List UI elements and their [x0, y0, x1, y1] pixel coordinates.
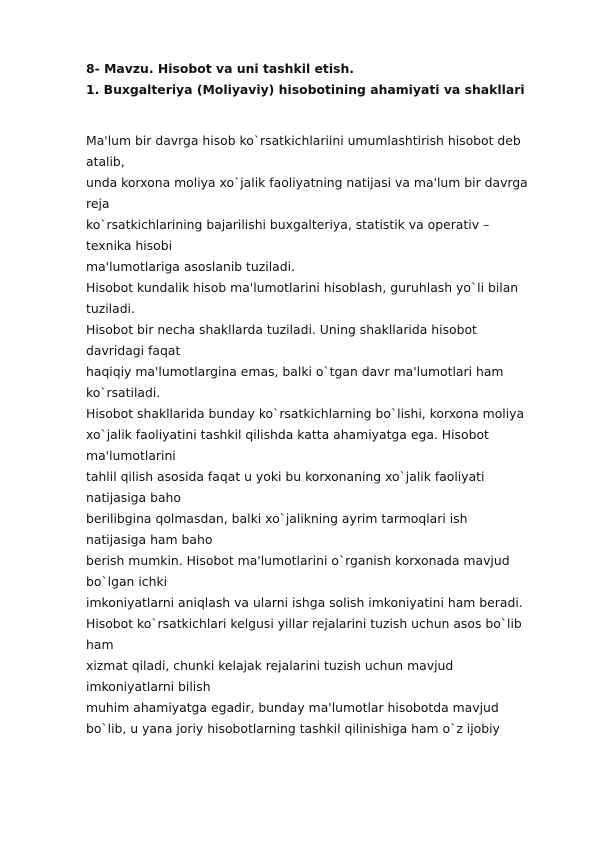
text-line: Hisobot ko`rsatkichlari kelgusi yillar rejalarini tuzish uchun asos bo`lib [86, 616, 522, 631]
text-line: berilibgina qolmasdan, balki xo`jalikning ayrim tarmoqlari ish [86, 511, 468, 526]
text-line: Ma'lum bir davrga hisob ko`rsatkichlariini umumlashtirish hisobot deb [86, 133, 521, 148]
text-line: natijasiga baho [86, 490, 181, 505]
text-line: xo`jalik faoliyatini tashkil qilishda katta ahamiyatga ega. Hisobot [86, 427, 489, 442]
text-line: natijasiga ham baho [86, 532, 213, 547]
text-line: bo`lib, u yana joriy hisobotlarning tashkil qilinishiga ham o`z ijobiy [86, 721, 500, 736]
body-text [86, 130, 566, 739]
text-line: ma'lumotlariga asoslanib tuziladi. [86, 259, 296, 274]
text-line: Hisobot shakllarida bunday ko`rsatkichlarning bo`lishi, korxona moliya [86, 406, 525, 421]
text-line: muhim ahamiyatga egadir, bunday ma'lumotlar hisobotda mavjud [86, 700, 499, 715]
text-line: haqiqiy ma'lumotlargina emas, balki o`tgan davr ma'lumotlari ham [86, 364, 504, 379]
text-line: berish mumkin. Hisobot ma'lumotlarini o`rganish korxonada mavjud [86, 553, 510, 568]
text-line: bo`lgan ichki [86, 574, 168, 589]
document-title: 8- Mavzu. Hisobot va uni tashkil etish. [86, 61, 354, 76]
text-line: Hisobot kundalik hisob ma'lumotlarini hisoblash, guruhlash yo`li bilan [86, 280, 519, 295]
text-line: ko`rsatiladi. [86, 385, 161, 400]
section-heading: 1. Buxgalteriya (Moliyaviy) hisobotining ahamiyati va shakllari [86, 82, 525, 97]
text-line: atalib, [86, 154, 125, 169]
text-line: imkoniyatlarni aniqlash va ularni ishga solish imkoniyatini ham beradi. [86, 595, 523, 610]
text-line: ham [86, 637, 114, 652]
text-line: imkoniyatlarni bilish [86, 679, 211, 694]
text-line: xizmat qiladi, chunki kelajak rejalarini tuzish uchun mavjud [86, 658, 454, 673]
text-line: tuziladi. [86, 301, 135, 316]
text-line: reja [86, 196, 110, 211]
text-line: Hisobot bir necha shakllarda tuziladi. Uning shakllarida hisobot [86, 322, 477, 337]
text-line: ko`rsatkichlarining bajarilishi buxgalteriya, statistik va operativ – [86, 217, 490, 232]
text-line: ma'lumotlarini [86, 448, 176, 463]
text-line: unda korxona moliya xo`jalik faoliyatning natijasi va ma'lum bir davrga [86, 175, 528, 190]
text-line: tahlil qilish asosida faqat u yoki bu korxonaning xo`jalik faoliyati [86, 469, 485, 484]
text-line: davridagi faqat [86, 343, 181, 358]
text-line: texnika hisobi [86, 238, 173, 253]
